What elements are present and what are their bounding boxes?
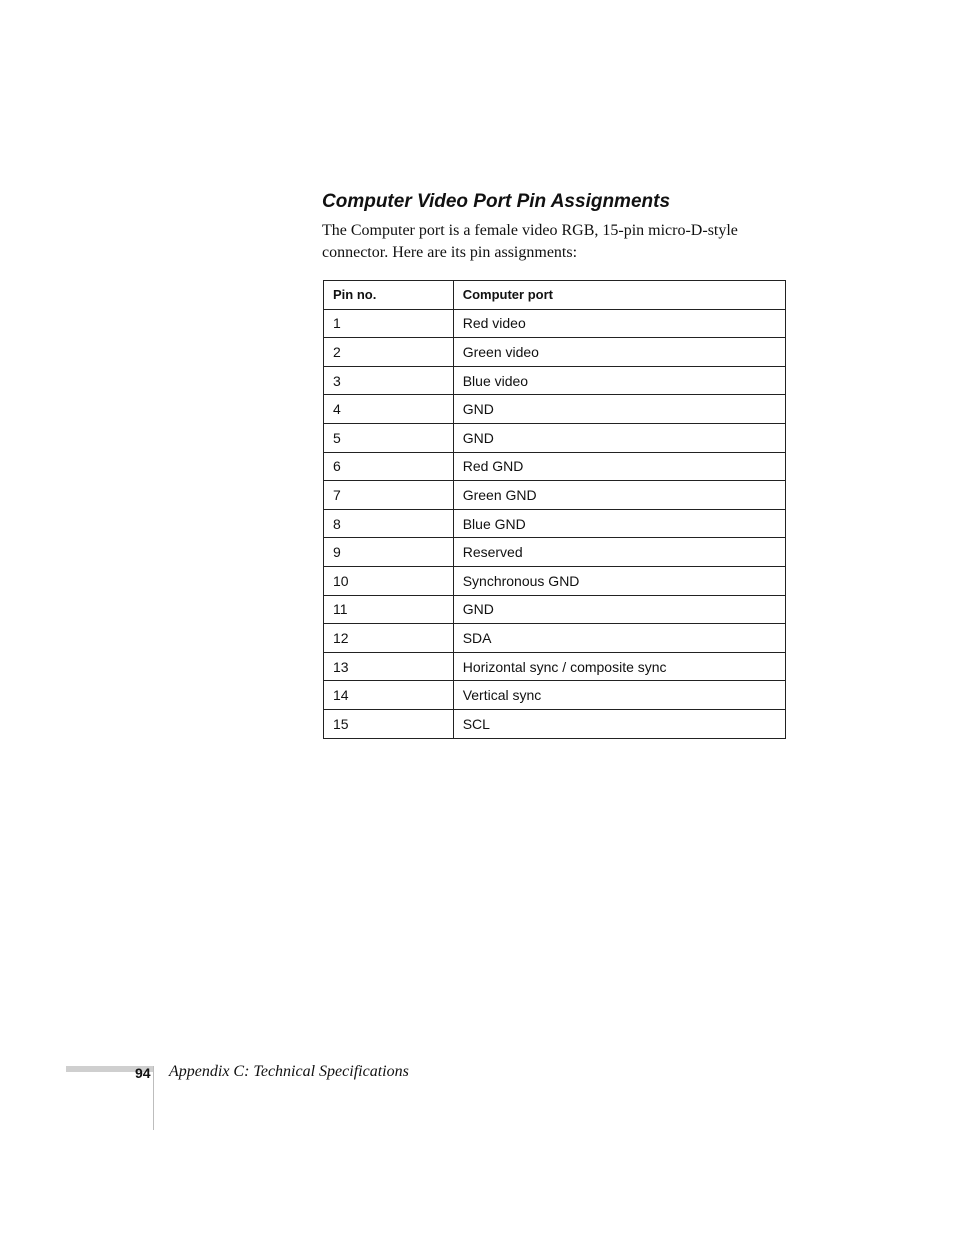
pin-signal-cell: Blue GND	[453, 509, 785, 538]
pin-number-cell: 9	[324, 538, 454, 567]
pin-signal-cell: SDA	[453, 624, 785, 653]
page-number: 94	[135, 1065, 151, 1081]
pin-signal-cell: GND	[453, 423, 785, 452]
pin-signal-cell: GND	[453, 395, 785, 424]
pin-signal-cell: Vertical sync	[453, 681, 785, 710]
pin-number-cell: 1	[324, 309, 454, 338]
table-row	[324, 366, 786, 395]
table-row	[324, 566, 786, 595]
pin-signal-cell: SCL	[453, 709, 785, 738]
table-row	[324, 595, 786, 624]
pin-assignment-table	[323, 280, 786, 739]
pin-number-cell: 15	[324, 709, 454, 738]
header-pin-no: Pin no.	[324, 281, 454, 310]
table-row	[324, 624, 786, 653]
table-row	[324, 395, 786, 424]
pin-signal-cell: Reserved	[453, 538, 785, 567]
pin-signal-cell: Horizontal sync / composite sync	[453, 652, 785, 681]
table-row	[324, 681, 786, 710]
pin-number-cell: 14	[324, 681, 454, 710]
table-row	[324, 338, 786, 367]
table-row	[324, 452, 786, 481]
table-row	[324, 509, 786, 538]
table-row	[324, 309, 786, 338]
pin-signal-cell: Green video	[453, 338, 785, 367]
pin-number-cell: 5	[324, 423, 454, 452]
header-computer-port: Computer port	[453, 281, 785, 310]
table-row	[324, 481, 786, 510]
pin-signal-cell: Red video	[453, 309, 785, 338]
pin-number-cell: 13	[324, 652, 454, 681]
table-row	[324, 423, 786, 452]
pin-number-cell: 2	[324, 338, 454, 367]
pin-signal-cell: Red GND	[453, 452, 785, 481]
pin-number-cell: 3	[324, 366, 454, 395]
pin-number-cell: 6	[324, 452, 454, 481]
pin-number-cell: 8	[324, 509, 454, 538]
table-header-row	[324, 281, 786, 310]
table-row	[324, 709, 786, 738]
pin-number-cell: 10	[324, 566, 454, 595]
pin-signal-cell: GND	[453, 595, 785, 624]
pin-number-cell: 4	[324, 395, 454, 424]
table-row	[324, 538, 786, 567]
pin-signal-cell: Synchronous GND	[453, 566, 785, 595]
intro-paragraph: The Computer port is a female video RGB, 15-pin micro-D-style connector. Here are its pin assignments:	[322, 222, 738, 261]
footer-divider	[153, 1066, 154, 1130]
footer-title: Appendix C: Technical Specifications	[169, 1063, 409, 1080]
pin-number-cell: 12	[324, 624, 454, 653]
pin-signal-cell: Green GND	[453, 481, 785, 510]
pin-number-cell: 7	[324, 481, 454, 510]
pin-number-cell: 11	[324, 595, 454, 624]
section-heading: Computer Video Port Pin Assignments	[322, 191, 671, 212]
table-row	[324, 652, 786, 681]
pin-signal-cell: Blue video	[453, 366, 785, 395]
